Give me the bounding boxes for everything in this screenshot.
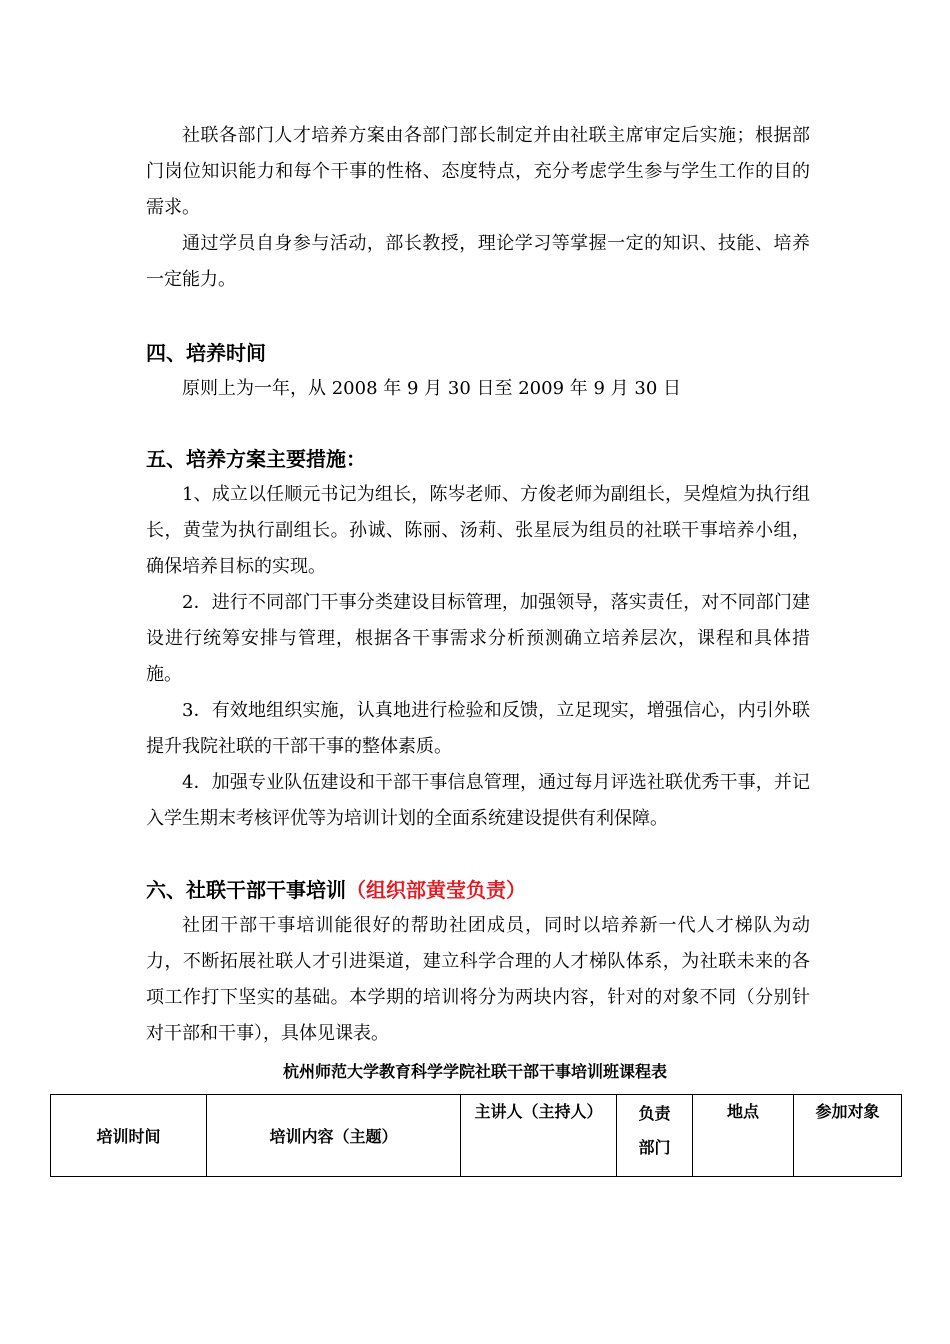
column-header-content: 培训内容（主题） bbox=[207, 1095, 461, 1177]
paragraph-training-period: 原则上为一年，从 2008 年 9 月 30 日至 2009 年 9 月 30 日 bbox=[182, 378, 681, 399]
section-heading-responsible-note: （组织部黄莹负责） bbox=[346, 878, 526, 902]
column-header-speaker: 主讲人（主持人） bbox=[461, 1095, 617, 1177]
measure-item: 1、成立以任顺元书记为组长，陈岑老师、方俊老师为副组长，吴煌煊为执行组长，黄莹为执行副组长。孙诚、陈丽、汤莉、张星辰为组员的社联干事培养小组，确保培养目标的实现。 bbox=[146, 484, 810, 577]
column-header-department-line2: 部门 bbox=[638, 1138, 671, 1157]
column-header-time: 培训时间 bbox=[51, 1095, 207, 1177]
section-heading-measures: 五、培养方案主要措施： bbox=[146, 447, 366, 471]
paragraph-participation: 通过学员自身参与活动，部长教授，理论学习等掌握一定的知识、技能、培养一定能力。 bbox=[146, 233, 810, 290]
section-heading-cadre-training bbox=[146, 875, 526, 905]
schedule-caption: 杭州师范大学教育科学学院社联干部干事培训班课程表 bbox=[282, 1062, 667, 1081]
column-header-department bbox=[617, 1095, 693, 1177]
schedule-table bbox=[50, 1094, 902, 1177]
measure-item: 4．加强专业队伍建设和干部干事信息管理，通过每月评选社联优秀干事，并记入学生期末考核评优等为培训计划的全面系统建设提供有利保障。 bbox=[146, 772, 810, 829]
section-heading-text: 六、社联干部干事培训 bbox=[146, 878, 346, 902]
column-header-location: 地点 bbox=[693, 1095, 794, 1177]
paragraph-talent-plan: 社联各部门人才培养方案由各部门部长制定并由社联主席审定后实施；根据部门岗位知识能力和每个干事的性格、态度特点，充分考虑学生参与学生工作的目的需求。 bbox=[146, 125, 810, 218]
paragraph-cadre-training: 社团干部干事培训能很好的帮助社团成员，同时以培养新一代人才梯队为动力，不断拓展社联人才引进渠道，建立科学合理的人才梯队体系，为社联未来的各项工作打下坚实的基础。本学期的培训将分为两块内容，针对的对象不同（分别针对干部和干事），具体见课表。 bbox=[146, 915, 810, 1044]
column-header-audience: 参加对象 bbox=[794, 1095, 902, 1177]
measure-item: 3．有效地组织实施，认真地进行检验和反馈，立足现实，增强信心，内引外联提升我院社联的干部干事的整体素质。 bbox=[146, 700, 810, 757]
section-heading-training-time: 四、培养时间 bbox=[146, 341, 266, 365]
measure-item: 2．进行不同部门干事分类建设目标管理，加强领导，落实责任，对不同部门建设进行统筹安排与管理，根据各干事需求分析预测确立培养层次，课程和具体措施。 bbox=[146, 592, 810, 685]
table-header-row bbox=[51, 1095, 902, 1177]
column-header-department-line1: 负责 bbox=[638, 1104, 671, 1123]
